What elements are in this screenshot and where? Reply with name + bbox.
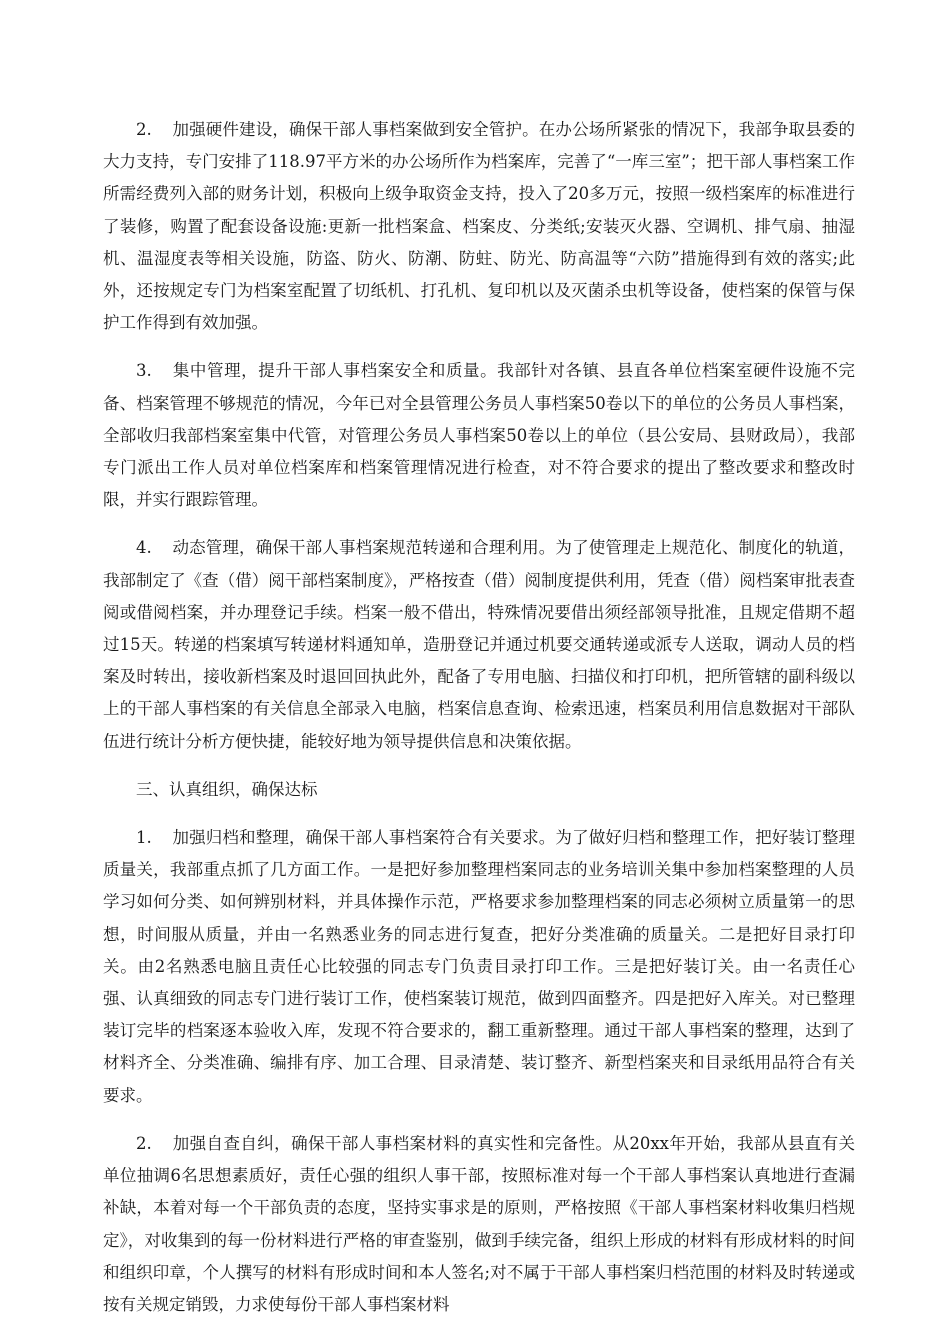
paragraph-self-inspection [103,1128,855,1321]
paragraph-number: 3. [136,361,152,381]
section-heading: 三、认真组织，确保达标 [136,779,318,799]
document-body [103,114,855,1337]
paragraph-text: 加强自查自纠，确保干部人事档案材料的真实性和完备性。从20xx年开始，我部从县直有关单位抽调6名思想素质好，责任心强的组织人事干部，按照标准对每一个干部人事档案认真地进行查漏补缺，本着对每一个干部负责的态度，坚持实事求是的原则，严格按照《干部人事档案材料收集归档规定》，对收集到的每一份材料进行严格的审查鉴别，做到手续完备，组织上形成的材料有形成材料的时间和组织印章，个人撰写的材料有形成时间和本人签名;对不属于干部人事档案归档范围的材料及时转递或按有关规定销毁，力求使每份干部人事档案材料 [103,1133,855,1314]
paragraph-number: 2. [136,120,152,139]
paragraph-number: 1. [136,828,152,848]
paragraph-hardware [103,114,855,339]
paragraph-text: 加强归档和整理，确保干部人事档案符合有关要求。为了做好归档和整理工作，把好装订整理质量关，我部重点抓了几方面工作。一是把好参加整理档案同志的业务培训关集中参加档案整理的人员学习如何分类、如何辨别材料，并具体操作示范，严格要求参加整理档案的同志必须树立质量第一的思想，时间服从质量，并由一名熟悉业务的同志进行复查，把好分类准确的质量关。二是把好目录打印关。由2名熟悉电脑且责任心比较强的同志专门负责目录打印工作。三是把好装订关。由一名责任心强、认真细致的同志专门进行装订工作，使档案装订规范，做到四面整齐。四是把好入库关。对已整理装订完毕的档案逐本验收入库，发现不符合要求的，翻工重新整理。通过干部人事档案的整理，达到了材料齐全、分类准确、编排有序、加工合理、目录清楚、装订整齐、新型档案夹和目录纸用品符合有关要求。 [103,828,855,1105]
paragraph-text: 动态管理，确保干部人事档案规范转递和合理利用。为了使管理走上规范化、制度化的轨道，我部制定了《查（借）阅干部档案制度》，严格按查（借）阅制度提供利用，凭查（借）阅档案审批表查阅或借阅档案，并办理登记手续。档案一般不借出，特殊情况要借出须经部领导批准，且规定借期不超过15天。转递的档案填写转递材料通知单，造册登记并通过机要交通转递或派专人送取，调动人员的档案及时转出，接收新档案及时退回回执此外，配备了专用电脑、扫描仪和打印机，把所管辖的副科级以上的干部人事档案的有关信息全部录入电脑，档案信息查询、检索迅速，档案员利用信息数据对干部队伍进行统计分析方便快捷，能较好地为领导提供信息和决策依据。 [103,538,855,751]
paragraph-number: 2. [136,1133,152,1153]
paragraph-number: 4. [136,538,152,558]
paragraph-text: 集中管理，提升干部人事档案安全和质量。我部针对各镇、县直各单位档案室硬件设施不完备、档案管理不够规范的情况，今年已对全县管理公务员人事档案50卷以下的单位的公务员人事档案，全部收归我部档案室集中代管，对管理公务员人事档案50卷以上的单位（县公安局、县财政局），我部专门派出工作人员对单位档案库和档案管理情况进行检查，对不符合要求的提出了整改要求和整改时限，并实行跟踪管理。 [103,361,855,510]
paragraph-dynamic-management [103,532,855,757]
paragraph-centralized-management [103,355,855,516]
paragraph-text: 加强硬件建设，确保干部人事档案做到安全管护。在办公场所紧张的情况下，我部争取县委的大力支持，专门安排了118.97平方米的办公场所作为档案库，完善了“一库三室”；把干部人事档案工作所需经费列入部的财务计划，积极向上级争取资金支持，投入了20多万元，按照一级档案库的标准进行了装修，购置了配套设备设施:更新一批档案盒、档案皮、分类纸;安装灭火器、空调机、排气扇、抽湿机、温湿度表等相关设施，防盗、防火、防潮、防蛀、防光、防高温等“六防”措施得到有效的落实;此外，还按规定专门为档案室配置了切纸机、打孔机、复印机以及灭菌杀虫机等设备，使档案的保管与保护工作得到有效加强。 [103,120,855,333]
paragraph-archiving [103,822,855,1112]
